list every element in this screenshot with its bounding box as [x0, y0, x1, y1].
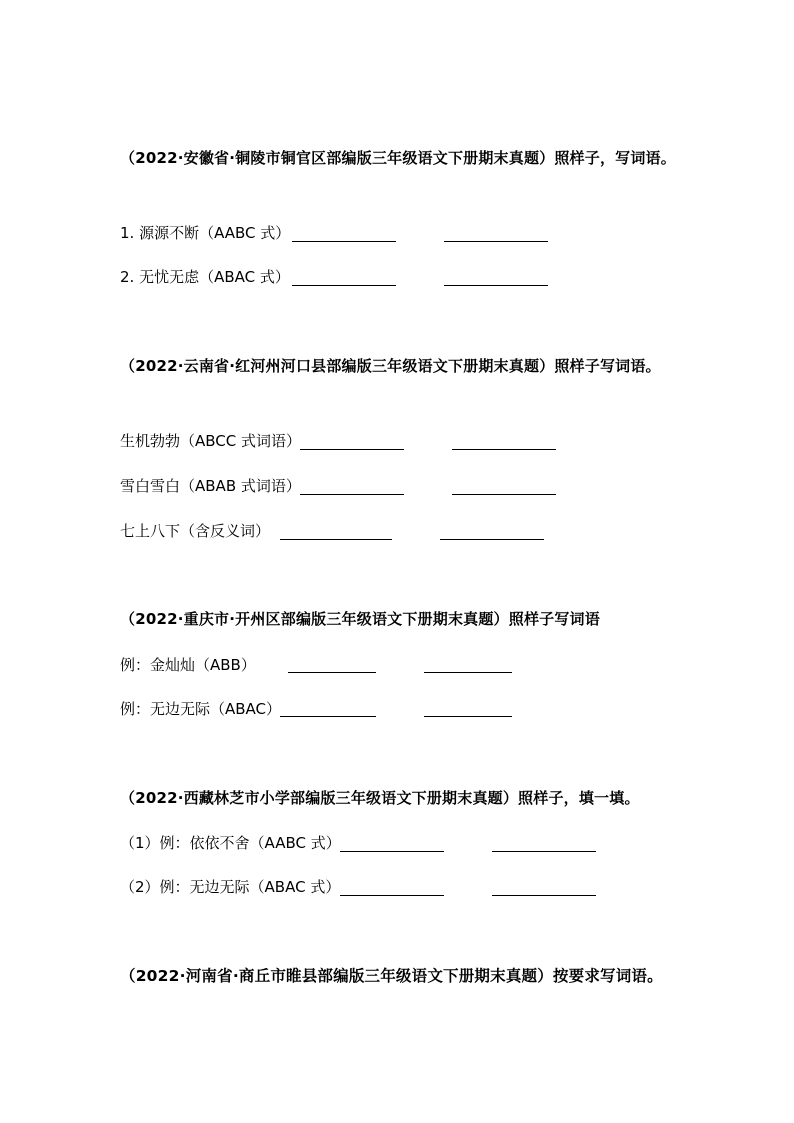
answer-blank[interactable]: [452, 431, 556, 450]
answer-blank[interactable]: [280, 521, 392, 540]
answer-blank[interactable]: [292, 223, 396, 242]
question-2-heading: （2022·云南省·红河州河口县部编版三年级语文下册期末真题）照样子写词语。: [120, 357, 661, 375]
answer-blank[interactable]: [492, 833, 596, 852]
question-1-heading: （2022·安徽省·铜陵市铜官区部编版三年级语文下册期末真题）照样子，写词语。: [120, 149, 676, 167]
question-4-item-2: （2）例：无边无际（ABAC 式）: [120, 878, 341, 896]
question-3-heading: （2022·重庆市·开州区部编版三年级语文下册期末真题）照样子写词语: [120, 610, 600, 628]
question-2-item-3: 七上八下（含反义词）: [120, 522, 271, 540]
question-1-item-2: 2. 无忧无虑（ABAC 式）: [120, 268, 290, 286]
question-2-item-1: 生机勃勃（ABCC 式词语）: [120, 432, 302, 450]
answer-blank[interactable]: [340, 877, 444, 896]
answer-blank[interactable]: [292, 267, 396, 286]
question-4-item-1: （1）例：依依不舍（AABC 式）: [120, 834, 341, 852]
question-1-item-1: 1. 源源不断（AABC 式）: [120, 224, 291, 242]
answer-blank[interactable]: [492, 877, 596, 896]
answer-blank[interactable]: [444, 267, 548, 286]
question-5-heading: （2022·河南省·商丘市睢县部编版三年级语文下册期末真题）按要求写词语。: [120, 967, 663, 985]
answer-blank[interactable]: [300, 431, 404, 450]
question-3-item-2: 例：无边无际（ABAC）: [120, 700, 282, 718]
answer-blank[interactable]: [424, 654, 512, 673]
answer-blank[interactable]: [440, 521, 544, 540]
answer-blank[interactable]: [452, 476, 556, 495]
answer-blank[interactable]: [280, 698, 376, 717]
answer-blank[interactable]: [288, 654, 376, 673]
question-4-heading: （2022·西藏林芝市小学部编版三年级语文下册期末真题）照样子，填一填。: [120, 789, 640, 807]
question-2-item-2: 雪白雪白（ABAB 式词语）: [120, 477, 301, 495]
answer-blank[interactable]: [444, 223, 548, 242]
answer-blank[interactable]: [340, 833, 444, 852]
answer-blank[interactable]: [424, 698, 512, 717]
answer-blank[interactable]: [300, 476, 404, 495]
question-3-item-1: 例：金灿灿（ABB）: [120, 656, 256, 674]
